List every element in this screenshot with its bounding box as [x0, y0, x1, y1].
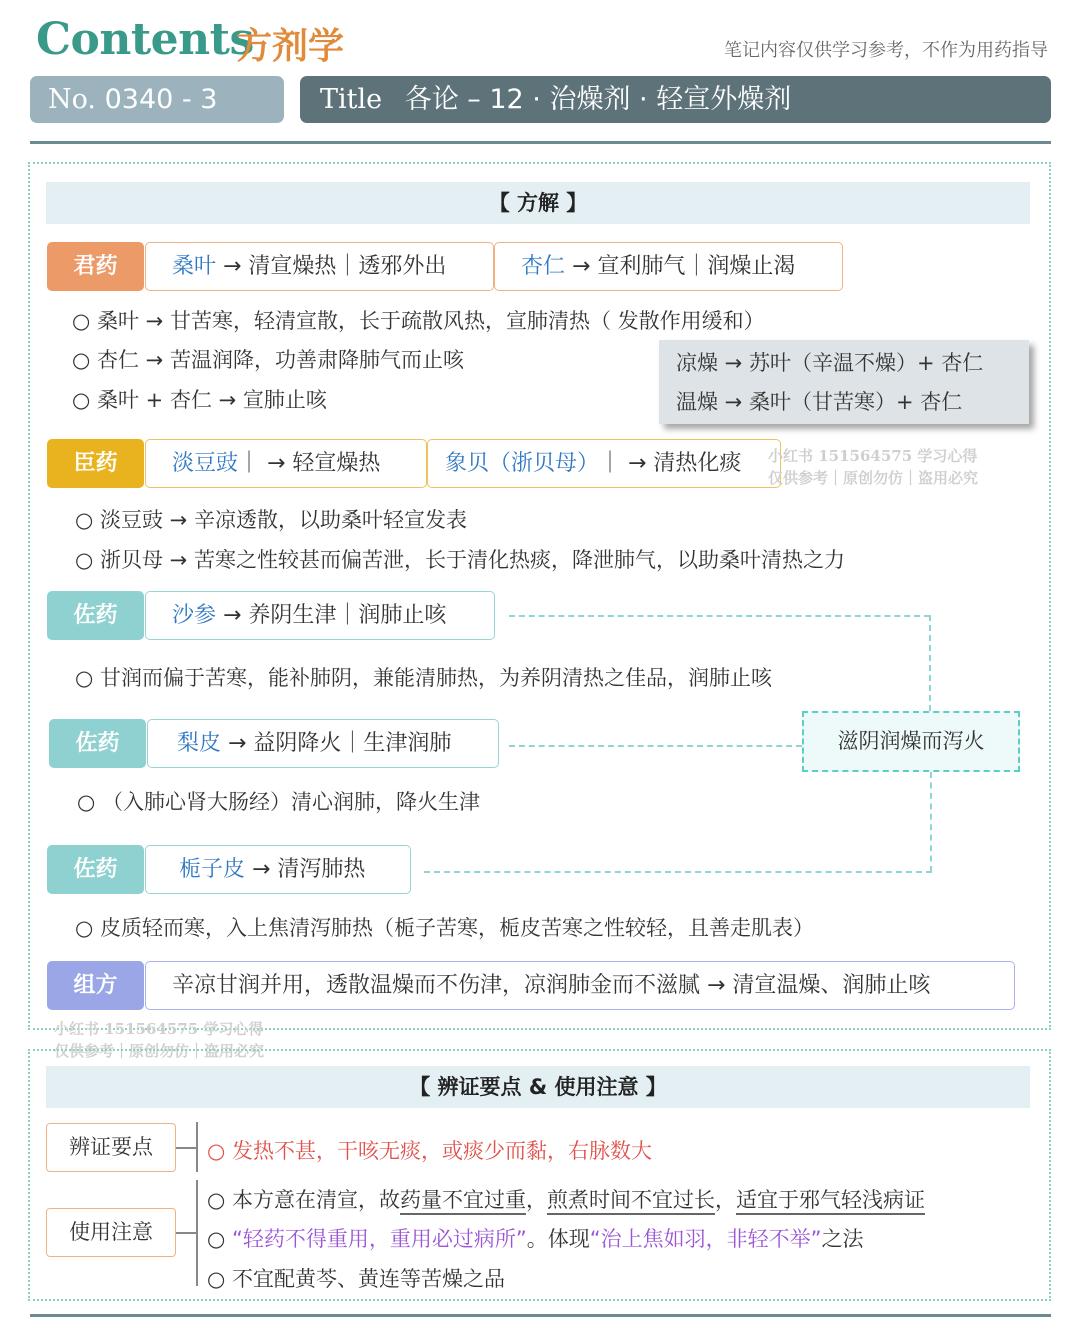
role-tag-zuo: 佐药: [47, 591, 144, 640]
watermark-line: 小红书 151564575 学习心得: [768, 447, 978, 465]
caution-text: ，: [715, 1188, 736, 1212]
note-line: ○ 皮质轻而寒，入上焦清泻肺热（栀子苦寒，栀皮苦寒之性较轻，且善走肌表）: [75, 916, 814, 940]
role-tag-jun: 君药: [47, 242, 144, 291]
watermark-line: 小红书 151564575 学习心得: [54, 1020, 264, 1038]
herb-effect: ｜ → 轻宣燥热: [238, 451, 381, 476]
comparison-line: 温燥 → 桑叶（甘苦寒）+ 杏仁: [676, 390, 963, 414]
caution-emphasis: 适宜于邪气轻浅病证: [736, 1188, 925, 1215]
caution-line: [207, 1184, 925, 1214]
bracket-tick: [176, 1147, 196, 1149]
caution-text: ○ 本方意在清宣，故: [207, 1188, 400, 1212]
caution-line: [207, 1223, 864, 1253]
role-tag-zuo: 佐药: [49, 719, 146, 768]
connector-line: [509, 615, 930, 617]
header-contents: Contents: [36, 14, 254, 65]
herb-box-zhebeimu: [427, 439, 781, 488]
watermark-line: 仅供参考｜原创勿仿｜盗用必究: [54, 1042, 265, 1060]
section-fangjie-heading: 【 方解 】: [46, 182, 1030, 224]
caution-emphasis: 药量不宜过重: [400, 1188, 526, 1215]
note-line: ○ 淡豆豉 → 辛凉透散，以助桑叶轻宣发表: [75, 508, 467, 532]
note-line: ○ 甘润而偏于苦寒，能补肺阴，兼能清肺热，为养阴清热之佳品，润肺止咳: [75, 666, 772, 690]
herb-box-lipi: [147, 719, 499, 768]
role-tag-chen: 臣药: [47, 439, 144, 488]
herb-name: 梨皮: [177, 731, 222, 756]
key-points-text: 发热不甚，干咳无痰，或痰少而黏，右脉数大: [232, 1139, 652, 1163]
herb-box-zhizipi: [145, 845, 411, 894]
section-usage-heading: 【 辨证要点 & 使用注意 】: [46, 1066, 1030, 1108]
comparison-line: 凉燥 → 苏叶（辛温不燥）+ 杏仁: [676, 351, 984, 375]
label-bianzheng: 辨证要点: [46, 1123, 176, 1172]
key-points-line: [207, 1135, 652, 1165]
caution-text: ○: [207, 1227, 232, 1251]
role-tag-zufang: 组方: [47, 961, 144, 1010]
herb-effect: → 养阴生津｜润肺止咳: [216, 603, 447, 628]
note-number-bar: [30, 76, 284, 123]
caution-text: 之法: [821, 1227, 864, 1251]
comparison-note: [659, 340, 1029, 424]
note-title-value: 各论 – 12 · 治燥剂 · 轻宣外燥剂: [404, 84, 792, 115]
note-line: ○ （入肺心肾大肠经）清心润肺，降火生津: [77, 790, 480, 814]
bracket: [196, 1180, 198, 1286]
herb-effect: → 宣利肺气｜润燥止渴: [565, 254, 796, 279]
herb-box-xingren: [494, 242, 843, 291]
formula-summary-text: 辛凉甘润并用，透散温燥而不伤津，凉润肺金而不滋腻 → 清宣温燥、润肺止咳: [172, 973, 931, 998]
header-subject: 方剂学: [236, 26, 345, 67]
header-divider: [30, 141, 1051, 144]
herb-box-dandouchi: [145, 439, 427, 488]
herb-name: 象贝（浙贝母）: [445, 451, 600, 476]
herb-name: 淡豆豉: [172, 451, 239, 476]
caution-line: ○ 不宜配黄芩、黄连等苦燥之品: [207, 1267, 505, 1291]
watermark: [768, 445, 978, 489]
label-zhuyi: 使用注意: [46, 1208, 176, 1257]
summary-box: 滋阴润燥而泻火: [802, 711, 1020, 772]
note-line: ○ 浙贝母 → 苦寒之性较甚而偏苦泄，长于清化热痰，降泄肺气，以助桑叶清热之力: [75, 548, 845, 572]
caution-emphasis: 煎煮时间不宜过长: [547, 1188, 715, 1215]
herb-name: 桑叶: [172, 254, 217, 279]
herb-box-sangye: [145, 242, 494, 291]
header-disclaimer: 笔记内容仅供学习参考，不作为用药指导: [724, 40, 1048, 61]
herb-box-shashen: [145, 591, 495, 640]
herb-name: 栀子皮: [179, 857, 246, 882]
connector-line: [930, 772, 932, 872]
bullet: ○: [207, 1139, 232, 1163]
herb-effect: → 清泻肺热: [245, 857, 366, 882]
note-title-bar: [300, 76, 1051, 123]
footer-divider: [30, 1314, 1051, 1317]
note-title-label: Title: [320, 84, 383, 115]
caution-text: 。体现: [526, 1227, 590, 1251]
herb-effect: ｜ → 清热化痰: [599, 451, 742, 476]
connector-line: [424, 871, 932, 873]
caution-quote: “轻药不得重用，重用必过病所”: [232, 1227, 527, 1251]
herb-effect: → 益阴降火｜生津润肺: [221, 731, 452, 756]
herb-name: 沙参: [172, 603, 217, 628]
role-tag-zuo: 佐药: [47, 845, 144, 894]
herb-effect: → 清宣燥热｜透邪外出: [216, 254, 447, 279]
watermark-line: 仅供参考｜原创勿仿｜盗用必究: [768, 469, 979, 487]
note-line: ○ 桑叶 + 杏仁 → 宣肺止咳: [72, 388, 327, 412]
note-line: ○ 桑叶 → 甘苦寒，轻清宣散，长于疏散风热，宣肺清热（ 发散作用缓和）: [72, 309, 765, 333]
herb-name: 杏仁: [521, 254, 566, 279]
caution-text: ，: [526, 1188, 547, 1212]
bracket: [196, 1122, 198, 1172]
note-line: ○ 杏仁 → 苦温润降，功善肃降肺气而止咳: [72, 348, 464, 372]
formula-summary-box: [145, 961, 1015, 1010]
note-number-value: 0340 - 3: [104, 84, 218, 115]
note-number-label: No.: [48, 84, 96, 115]
connector-line: [509, 745, 802, 747]
caution-quote: “治上焦如羽，非轻不举”: [589, 1227, 822, 1251]
bracket-tick: [176, 1232, 196, 1234]
connector-line: [929, 615, 931, 711]
